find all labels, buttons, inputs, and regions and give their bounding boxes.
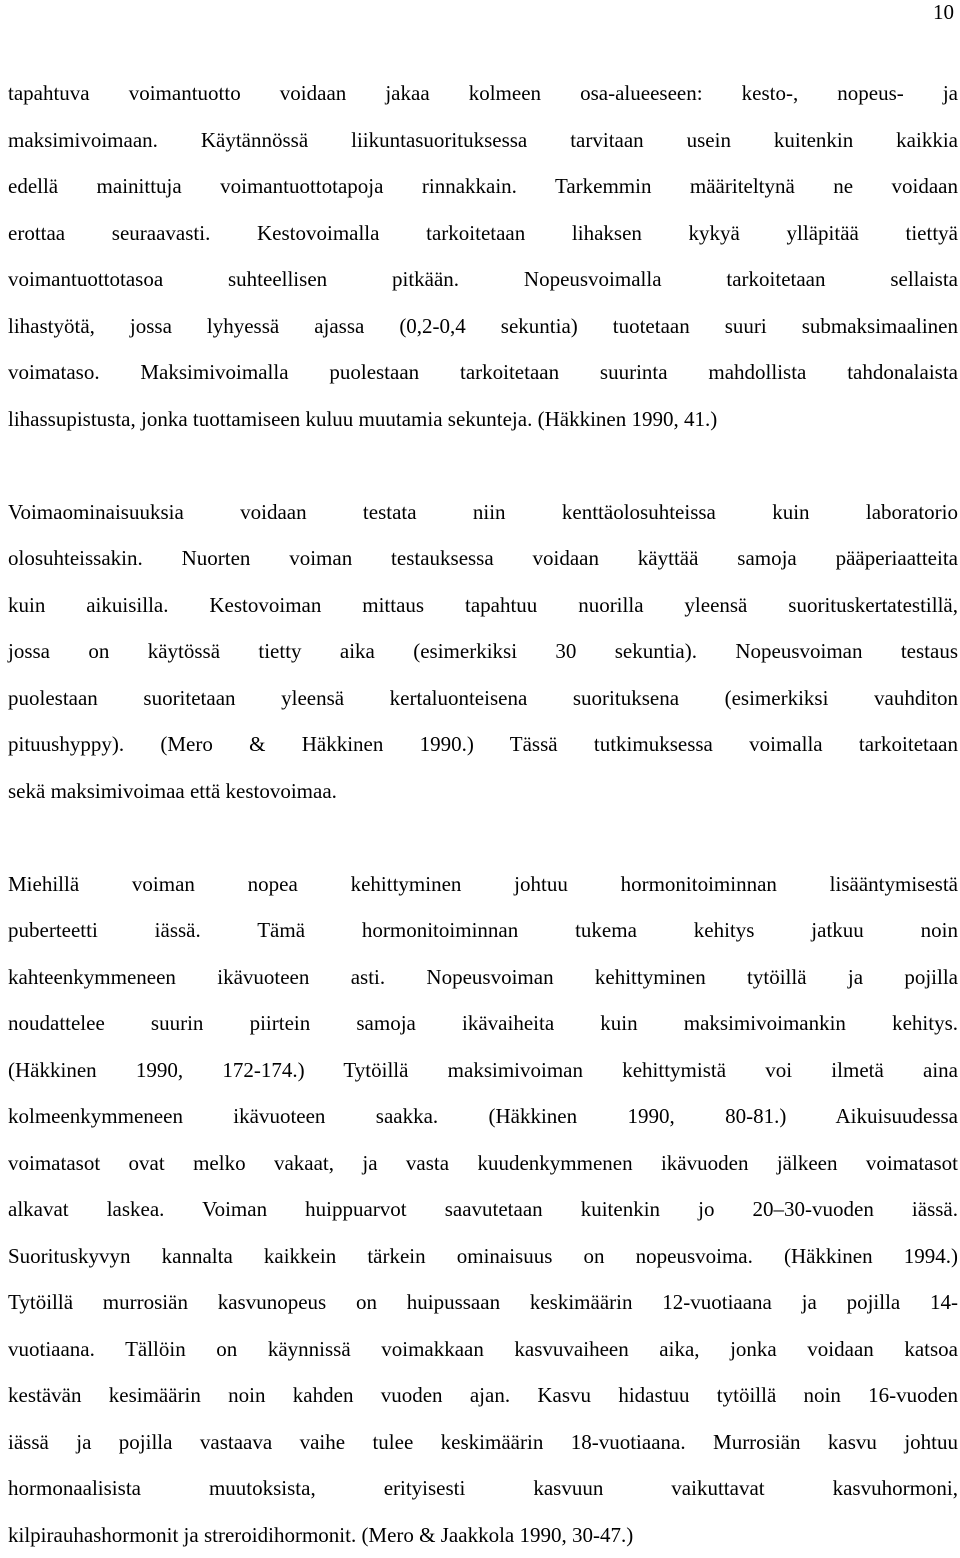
paragraph-gap — [8, 442, 958, 489]
text-line: voimatasot ovat melko vakaat, ja vasta kuudenkymmenen ikävuoden jälkeen voimatasot — [8, 1140, 958, 1187]
text-line: jossa on käytössä tietty aika (esimerkiksi 30 sekuntia). Nopeusvoiman testaus — [8, 628, 958, 675]
text-line: erottaa seuraavasti. Kestovoimalla tarkoitetaan lihaksen kykyä ylläpitää tiettyä — [8, 210, 958, 257]
text-line: kahteenkymmeneen ikävuoteen asti. Nopeusvoiman kehittyminen tytöillä ja pojilla — [8, 954, 958, 1001]
text-line: kolmeenkymmeneen ikävuoteen saakka. (Häkkinen 1990, 80-81.) Aikuisuudessa — [8, 1093, 958, 1140]
document-body — [8, 70, 958, 1558]
text-line: Suorituskyvyn kannalta kaikkein tärkein ominaisuus on nopeusvoima. (Häkkinen 1994.) — [8, 1233, 958, 1280]
text-line: hormonaalisista muutoksista, erityisesti kasvuun vaikuttavat kasvuhormoni, — [8, 1465, 958, 1512]
paragraph-gap — [8, 814, 958, 861]
text-line: voimantuottotasoa suhteellisen pitkään. Nopeusvoimalla tarkoitetaan sellaista — [8, 256, 958, 303]
text-line: alkavat laskea. Voiman huippuarvot saavutetaan kuitenkin jo 20–30-vuoden iässä. — [8, 1186, 958, 1233]
page-number: 10 — [933, 0, 954, 24]
text-line: iässä ja pojilla vastaava vaihe tulee keskimäärin 18-vuotiaana. Murrosiän kasvu johtuu — [8, 1419, 958, 1466]
paragraph-strength-testing — [8, 489, 958, 815]
text-line: kuin aikuisilla. Kestovoiman mittaus tapahtuu nuorilla yleensä suorituskertatestillä, — [8, 582, 958, 629]
text-line: Voimaominaisuuksia voidaan testata niin kenttäolosuhteissa kuin laboratorio — [8, 489, 958, 536]
paragraph-strength-development — [8, 861, 958, 1558]
text-line: Miehillä voiman nopea kehittyminen johtuu hormonitoiminnan lisääntymisestä — [8, 861, 958, 908]
text-line: pituushyppy). (Mero & Häkkinen 1990.) Tässä tutkimuksessa voimalla tarkoitetaan — [8, 721, 958, 768]
text-line: voimataso. Maksimivoimalla puolestaan tarkoitetaan suurinta mahdollista tahdonalaista — [8, 349, 958, 396]
text-line: puberteetti iässä. Tämä hormonitoiminnan tukema kehitys jatkuu noin — [8, 907, 958, 954]
text-line: lihassupistusta, jonka tuottamiseen kuluu muutamia sekunteja. (Häkkinen 1990, 41.) — [8, 396, 958, 443]
text-line: puolestaan suoritetaan yleensä kertaluonteisena suorituksena (esimerkiksi vauhditon — [8, 675, 958, 722]
text-line: edellä mainittuja voimantuottotapoja rinnakkain. Tarkemmin määriteltynä ne voidaan — [8, 163, 958, 210]
text-line: tapahtuva voimantuotto voidaan jakaa kolmeen osa-alueeseen: kesto-, nopeus- ja — [8, 70, 958, 117]
text-line: vuotiaana. Tällöin on käynnissä voimakkaan kasvuvaiheen aika, jonka voidaan katsoa — [8, 1326, 958, 1373]
text-line: maksimivoimaan. Käytännössä liikuntasuorituksessa tarvitaan usein kuitenkin kaikkia — [8, 117, 958, 164]
text-line: olosuhteissakin. Nuorten voiman testauksessa voidaan käyttää samoja pääperiaatteita — [8, 535, 958, 582]
text-line: sekä maksimivoimaa että kestovoimaa. — [8, 768, 958, 815]
text-line: noudattelee suurin piirtein samoja ikävaiheita kuin maksimivoimankin kehitys. — [8, 1000, 958, 1047]
text-line: kilpirauhashormonit ja streroidihormonit. (Mero & Jaakkola 1990, 30-47.) — [8, 1512, 958, 1558]
text-line: (Häkkinen 1990, 172-174.) Tytöillä maksimivoiman kehittymistä voi ilmetä aina — [8, 1047, 958, 1094]
text-line: lihastyötä, jossa lyhyessä ajassa (0,2-0,4 sekuntia) tuotetaan suuri submaksimaalinen — [8, 303, 958, 350]
text-line: Tytöillä murrosiän kasvunopeus on huipussaan keskimäärin 12-vuotiaana ja pojilla 14- — [8, 1279, 958, 1326]
paragraph-strength-types — [8, 70, 958, 442]
text-line: kestävän kesimäärin noin kahden vuoden ajan. Kasvu hidastuu tytöillä noin 16-vuoden — [8, 1372, 958, 1419]
